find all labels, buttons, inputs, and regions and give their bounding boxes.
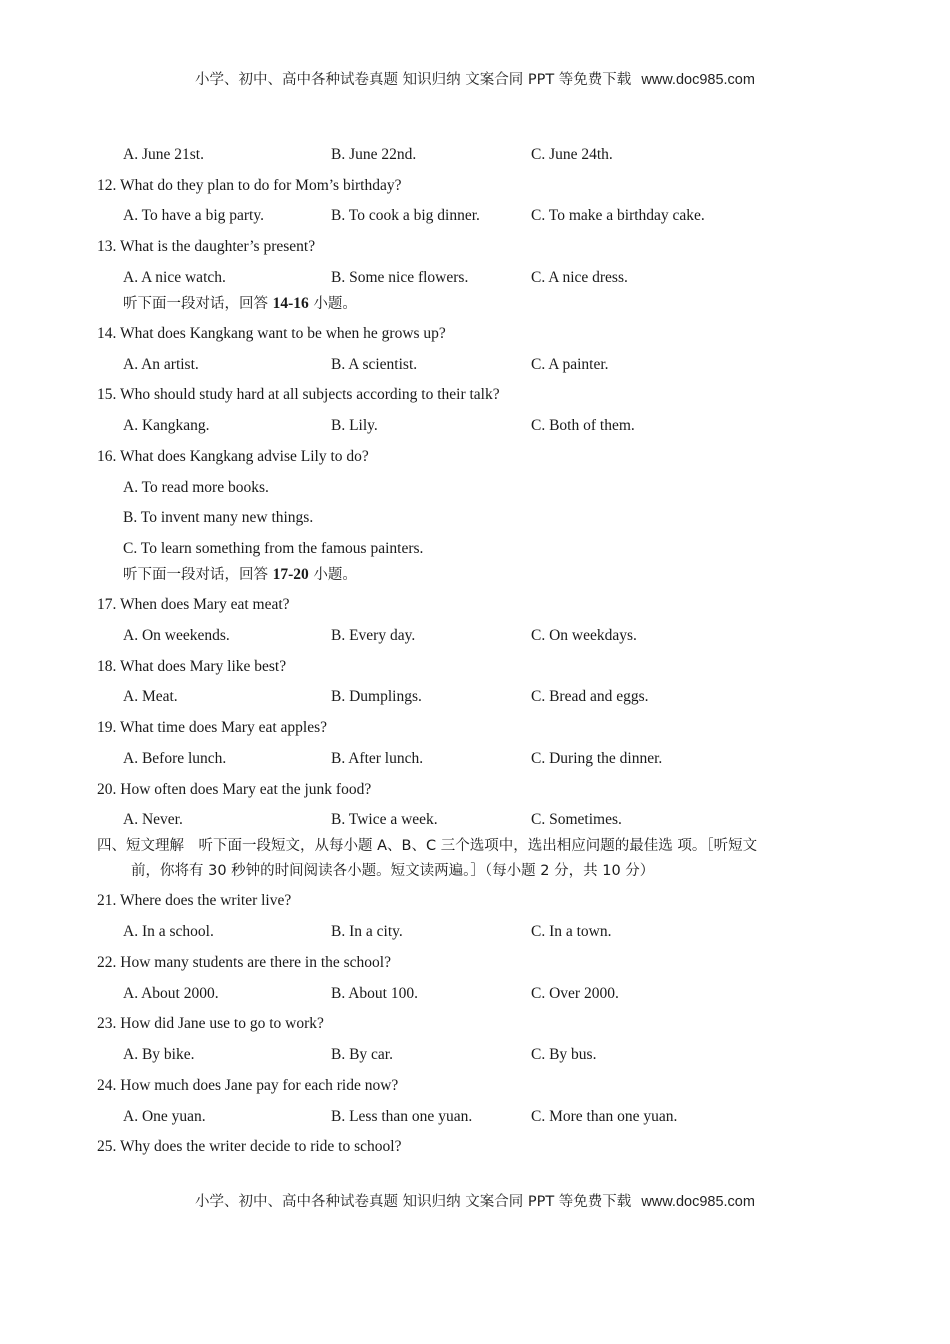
q12-question	[0, 175, 950, 197]
q16-text: 16. What does Kangkang advise Lily to do?	[97, 448, 369, 465]
q15-option-c: C. Both of them.	[531, 417, 635, 434]
header-text: 小学、初中、高中各种试卷真题 知识归纳 文案合同 PPT 等免费下载	[195, 72, 632, 88]
q16-option-a-line	[0, 477, 950, 499]
q23-option-b: B. By car.	[331, 1046, 393, 1063]
q17-text: 17. When does Mary eat meat?	[97, 596, 290, 613]
q13-option-b: B. Some nice flowers.	[331, 269, 469, 286]
q21-options	[0, 921, 950, 943]
q15-text: 15. Who should study hard at all subjects according to their talk?	[97, 386, 500, 403]
q21-option-a: A. In a school.	[123, 923, 214, 940]
q15-option-b: B. Lily.	[331, 417, 378, 434]
direction-17-20	[0, 564, 950, 586]
q11-option-c: C. June 24th.	[531, 146, 613, 163]
q23-options	[0, 1044, 950, 1066]
q18-option-b: B. Dumplings.	[331, 688, 422, 705]
q14-option-c: C. A painter.	[531, 356, 609, 373]
q19-option-b: B. After lunch.	[331, 750, 424, 767]
q16-option-a: A. To read more books.	[123, 479, 269, 496]
q24-options	[0, 1106, 950, 1128]
q24-option-b: B. Less than one yuan.	[331, 1108, 473, 1125]
q24-option-a: A. One yuan.	[123, 1108, 206, 1125]
q14-options	[0, 354, 950, 376]
q17-question	[0, 594, 950, 616]
q13-option-c: C. A nice dress.	[531, 269, 628, 286]
q16-option-c: C. To learn something from the famous painters.	[123, 540, 424, 557]
q15-options	[0, 415, 950, 437]
q14-option-b: B. A scientist.	[331, 356, 418, 373]
q14-text: 14. What does Kangkang want to be when he grows up?	[97, 325, 446, 342]
q15-question	[0, 384, 950, 406]
q19-option-c: C. During the dinner.	[531, 750, 663, 767]
q17-option-a: A. On weekends.	[123, 627, 230, 644]
q11-option-b: B. June 22nd.	[331, 146, 417, 163]
q18-options	[0, 686, 950, 708]
q16-option-b: B. To invent many new things.	[123, 509, 314, 526]
direction-14-16-nums: 14-16	[272, 295, 309, 312]
q15-option-a: A. Kangkang.	[123, 417, 210, 434]
direction-17-20-pre: 听下面一段对话，回答	[123, 567, 273, 583]
q23-option-c: C. By bus.	[531, 1046, 597, 1063]
q22-question	[0, 952, 950, 974]
q18-option-c: C. Bread and eggs.	[531, 688, 649, 705]
q16-question	[0, 446, 950, 468]
q25-text: 25. Why does the writer decide to ride to school?	[97, 1138, 402, 1155]
q13-option-a: A. A nice watch.	[123, 269, 226, 286]
q20-question	[0, 779, 950, 801]
q24-question	[0, 1075, 950, 1097]
q19-options	[0, 748, 950, 770]
section-4-line1: 四、短文理解 听下面一段短文，从每小题 A、B、C 三个选项中，选出相应问题的最佳选 项。［听短文	[97, 838, 758, 854]
q11-option-a: A. June 21st.	[123, 146, 204, 163]
q20-option-c: C. Sometimes.	[531, 811, 622, 828]
q19-option-a: A. Before lunch.	[123, 750, 227, 767]
q18-text: 18. What does Mary like best?	[97, 658, 287, 675]
q12-options	[0, 205, 950, 227]
q20-option-a: A. Never.	[123, 811, 183, 828]
q23-question	[0, 1013, 950, 1035]
q21-option-c: C. In a town.	[531, 923, 612, 940]
direction-14-16-post: 小题。	[308, 296, 357, 312]
q12-option-a: A. To have a big party.	[123, 207, 264, 224]
q18-option-a: A. Meat.	[123, 688, 178, 705]
q13-text: 13. What is the daughter’s present?	[97, 238, 316, 255]
q20-text: 20. How often does Mary eat the junk food?	[97, 781, 372, 798]
q11-options	[0, 144, 950, 166]
q17-option-c: C. On weekdays.	[531, 627, 637, 644]
q14-option-a: A. An artist.	[123, 356, 199, 373]
q14-question	[0, 323, 950, 345]
q23-text: 23. How did Jane use to go to work?	[97, 1015, 324, 1032]
q24-option-c: C. More than one yuan.	[531, 1108, 678, 1125]
q16-option-b-line	[0, 507, 950, 529]
direction-17-20-post: 小题。	[308, 567, 357, 583]
q22-text: 22. How many students are there in the school?	[97, 954, 391, 971]
direction-14-16-pre: 听下面一段对话，回答	[123, 296, 273, 312]
q21-question	[0, 890, 950, 912]
section-4-heading	[0, 835, 950, 857]
header-url[interactable]: www.doc985.com	[641, 72, 755, 88]
direction-14-16	[0, 293, 950, 315]
q19-text: 19. What time does Mary eat apples?	[97, 719, 327, 736]
q16-option-c-line	[0, 538, 950, 560]
q12-option-c: C. To make a birthday cake.	[531, 207, 705, 224]
q21-option-b: B. In a city.	[331, 923, 403, 940]
page-footer	[0, 1190, 950, 1211]
q21-text: 21. Where does the writer live?	[97, 892, 292, 909]
q20-option-b: B. Twice a week.	[331, 811, 438, 828]
q19-question	[0, 717, 950, 739]
footer-text: 小学、初中、高中各种试卷真题 知识归纳 文案合同 PPT 等免费下载	[195, 1194, 632, 1210]
section-4-line2: 前，你将有 30 秒钟的时间阅读各小题。短文读两遍。］（每小题 2 分，共 10 分）	[131, 863, 655, 879]
q17-option-b: B. Every day.	[331, 627, 416, 644]
q22-option-c: C. Over 2000.	[531, 985, 619, 1002]
q24-text: 24. How much does Jane pay for each ride now?	[97, 1077, 399, 1094]
q22-option-a: A. About 2000.	[123, 985, 219, 1002]
page-header	[0, 68, 950, 89]
q13-question	[0, 236, 950, 258]
section-4-heading-cont	[0, 860, 950, 882]
q25-question	[0, 1136, 950, 1158]
q12-text: 12. What do they plan to do for Mom’s birthday?	[97, 177, 402, 194]
q12-option-b: B. To cook a big dinner.	[331, 207, 480, 224]
q23-option-a: A. By bike.	[123, 1046, 195, 1063]
q20-options	[0, 809, 950, 831]
q17-options	[0, 625, 950, 647]
q18-question	[0, 656, 950, 678]
q22-option-b: B. About 100.	[331, 985, 418, 1002]
q13-options	[0, 267, 950, 289]
direction-17-20-nums: 17-20	[272, 566, 309, 583]
footer-url[interactable]: www.doc985.com	[641, 1194, 755, 1210]
q22-options	[0, 983, 950, 1005]
